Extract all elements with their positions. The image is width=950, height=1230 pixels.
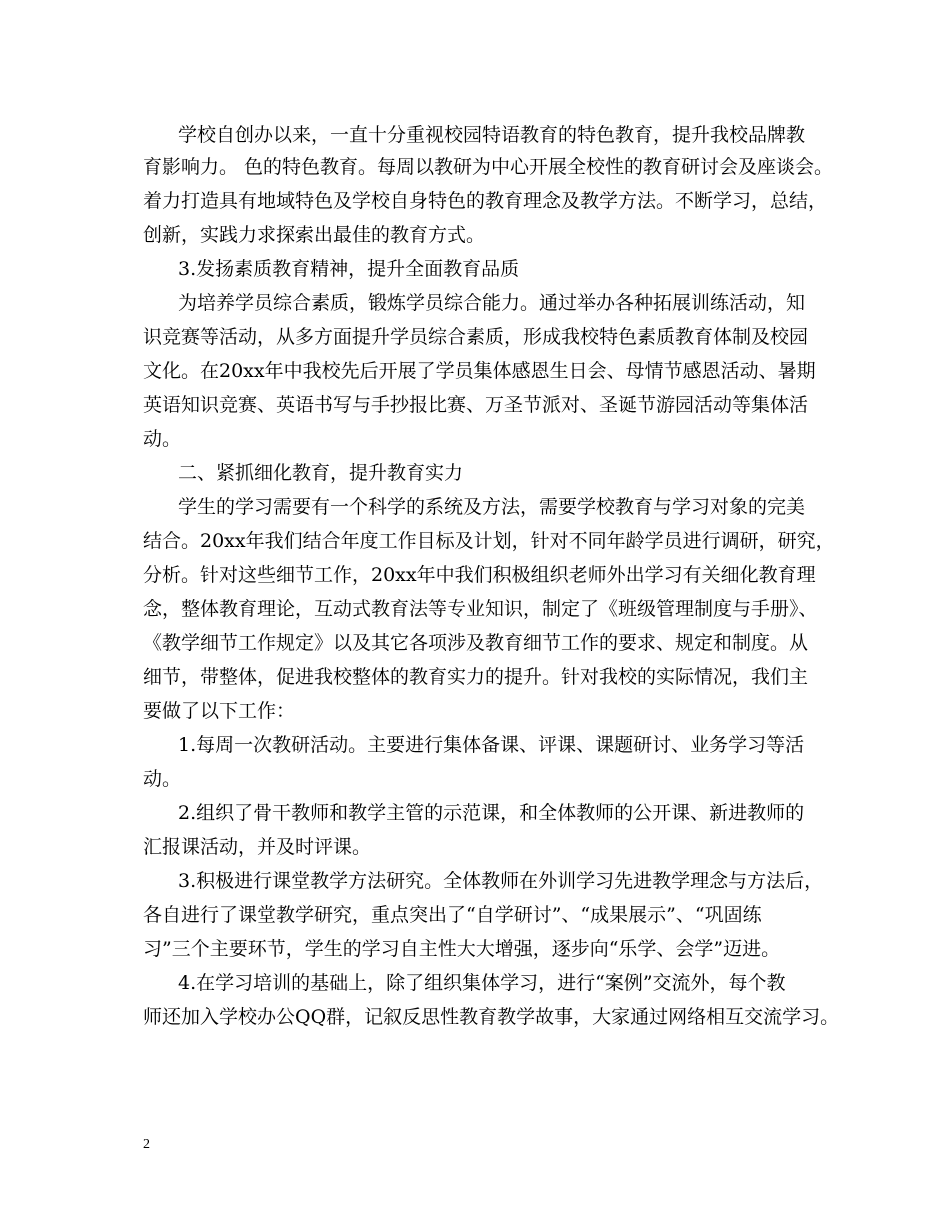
paragraph-line: 细节，带整体，促进我校整体的教育实力的提升。针对我校的实际情况，我们主 bbox=[143, 666, 809, 688]
paragraph-line: 各自进行了课堂教学研究，重点突出了“自学研讨”、“成果展示”、“巩固练 bbox=[143, 904, 762, 926]
paragraph-line: 习”三个主要环节，学生的学习自主性大大增强，逐步向“乐学、会学”迈进。 bbox=[143, 938, 781, 960]
paragraph-line: 动。 bbox=[143, 428, 182, 450]
section-heading: 3.发扬素质教育精神，提升全面教育品质 bbox=[178, 258, 520, 280]
paragraph-line: 育影响力。 色的特色教育。每周以教研为中心开展全校性的教育研讨会及座谈会。 bbox=[143, 156, 834, 178]
paragraph-line: 念，整体教育理论，互动式教育法等专业知识，制定了《班级管理制度与手册》、 bbox=[143, 598, 818, 620]
paragraph-line: 英语知识竞赛、英语书写与手抄报比赛、万圣节派对、圣诞节游园活动等集体活 bbox=[143, 394, 809, 416]
paragraph-line: 为培养学员综合素质，锻炼学员综合能力。通过举办各种拓展训练活动，知 bbox=[178, 292, 806, 314]
paragraph-line: 《教学细节工作规定》以及其它各项涉及教育细节工作的要求、规定和制度。从 bbox=[143, 632, 809, 654]
list-item: 4.在学习培训的基础上，除了组织集体学习，进行“案例”交流外，每个教 bbox=[178, 972, 786, 994]
paragraph-line: 创新，实践力求探索出最佳的教育方式。 bbox=[143, 224, 486, 246]
paragraph-line: 着力打造具有地域特色及学校自身特色的教育理念及教学方法。不断学习，总结， bbox=[143, 190, 828, 212]
paragraph-line: 文化。在20xx年中我校先后开展了学员集体感恩生日会、母情节感恩活动、暑期 bbox=[143, 360, 816, 382]
paragraph-line: 识竞赛等活动，从多方面提升学员综合素质，形成我校特色素质教育体制及校园 bbox=[143, 326, 809, 348]
paragraph-line: 师还加入学校办公QQ群，记叙反思性教育教学故事，大家通过网络相互交流学习。 bbox=[143, 1006, 840, 1028]
paragraph-line: 汇报课活动，并及时评课。 bbox=[143, 836, 372, 858]
paragraph-line: 要做了以下工作： bbox=[143, 700, 296, 722]
paragraph-line: 学校自创办以来，一直十分重视校园特语教育的特色教育，提升我校品牌教 bbox=[178, 124, 806, 146]
section-heading: 二、紧抓细化教育，提升教育实力 bbox=[178, 462, 464, 484]
list-item: 2.组织了骨干教师和教学主管的示范课，和全体教师的公开课、新进教师的 bbox=[178, 802, 805, 824]
paragraph-line: 分析。针对这些细节工作，20xx年中我们积极组织老师外出学习有关细化教育理 bbox=[143, 564, 816, 586]
paragraph-line: 学生的学习需要有一个科学的系统及方法，需要学校教育与学习对象的完美 bbox=[178, 496, 806, 518]
paragraph-line: 动。 bbox=[143, 768, 182, 790]
paragraph-line: 结合。20xx年我们结合年度工作目标及计划，针对不同年龄学员进行调研，研究， bbox=[143, 530, 835, 552]
list-item: 3.积极进行课堂教学方法研究。全体教师在外训学习先进教学理念与方法后， bbox=[178, 870, 824, 892]
list-item: 1.每周一次教研活动。主要进行集体备课、评课、课题研讨、业务学习等活 bbox=[178, 734, 805, 756]
page-number: 2 bbox=[143, 1137, 150, 1152]
